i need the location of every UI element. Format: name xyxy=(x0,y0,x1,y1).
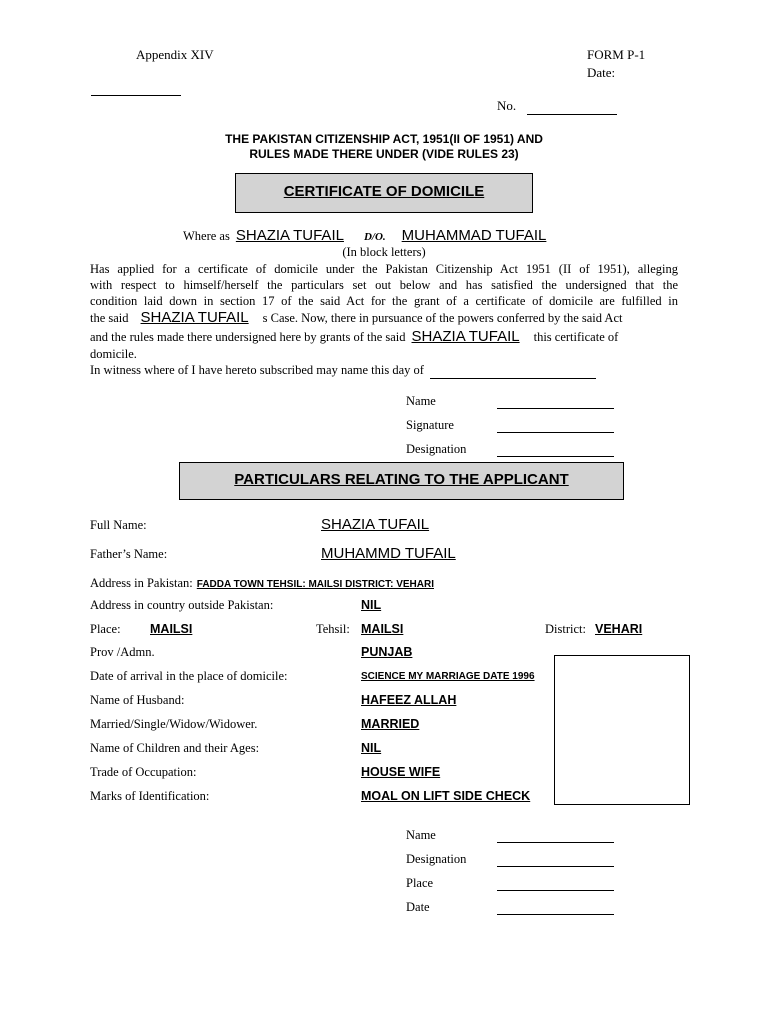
sig1-signature-label: Signature xyxy=(406,418,454,432)
where-as-text: Where as xyxy=(183,229,230,243)
father-name-value: MUHAMMD TUFAIL xyxy=(321,545,456,562)
paragraph-line-5-name: SHAZIA TUFAIL xyxy=(411,328,520,345)
place-value: MAILSI xyxy=(150,622,193,636)
witness-line xyxy=(90,363,596,379)
district-label: District: xyxy=(545,622,586,636)
witness-text: In witness where of I have hereto subscribed may name this day of xyxy=(90,363,424,377)
identification-marks-value: MOAL ON LIFT SIDE CHECK xyxy=(361,789,531,803)
paragraph-line-3: condition laid down in section 17 of the said Act for the grant of a certificate of domicile are fulfilled in xyxy=(90,294,678,308)
address-abroad-value: NIL xyxy=(361,598,382,612)
occupation-label: Trade of Occupation: xyxy=(90,765,197,779)
sig2-name-label: Name xyxy=(406,828,436,842)
arrival-date-label: Date of arrival in the place of domicile: xyxy=(90,669,288,683)
sig2-date-label: Date xyxy=(406,900,430,914)
sig2-place-label: Place xyxy=(406,876,434,890)
tehsil-value: MAILSI xyxy=(361,622,404,636)
sig1-signature-line xyxy=(497,432,614,433)
sig1-name-label: Name xyxy=(406,394,436,408)
place-label: Place: xyxy=(90,622,121,636)
husband-name-label: Name of Husband: xyxy=(90,693,185,707)
daughter-of-label: D/O. xyxy=(363,231,386,243)
paragraph-line-5 xyxy=(90,328,618,346)
district-value: VEHARI xyxy=(595,622,643,636)
sig2-designation-label: Designation xyxy=(406,852,467,866)
husband-name-value: HAFEEZ ALLAH xyxy=(361,693,457,707)
particulars-title: PARTICULARS RELATING TO THE APPLICANT xyxy=(234,471,569,488)
photo-box xyxy=(554,655,690,805)
paragraph-line-4 xyxy=(90,309,622,327)
children-label: Name of Children and their Ages: xyxy=(90,741,260,755)
form-number: FORM P-1 xyxy=(587,47,646,62)
tehsil-label: Tehsil: xyxy=(316,622,350,636)
address-pakistan-value: FADDA TOWN TEHSIL: MAILSI DISTRICT: VEHARI xyxy=(196,579,434,590)
certificate-title-box xyxy=(235,173,533,213)
sig2-designation-line xyxy=(497,866,614,867)
header-blank-line xyxy=(91,95,181,96)
marital-status-label: Married/Single/Widow/Widower. xyxy=(90,717,258,731)
date-label: Date: xyxy=(587,65,616,80)
sig1-designation-line xyxy=(497,456,614,457)
address-pakistan-label: Address in Pakistan: xyxy=(90,576,193,590)
address-pakistan-row xyxy=(90,574,434,592)
sig2-place-line xyxy=(497,890,614,891)
certificate-title: CERTIFICATE OF DOMICILE xyxy=(283,183,485,200)
arrival-date-value: SCIENCE MY MARRIAGE DATE 1996 xyxy=(361,671,535,682)
paragraph-line-4-name: SHAZIA TUFAIL xyxy=(140,309,249,326)
block-letters-note: (In block letters) xyxy=(342,245,426,259)
paragraph-line-5-end: this certificate of xyxy=(533,330,619,344)
paragraph-line-5-start: and the rules made there undersigned here by grants of the said xyxy=(90,330,406,344)
father-name: MUHAMMAD TUFAIL xyxy=(401,227,547,244)
province-value: PUNJAB xyxy=(361,645,413,659)
number-label-text: No. xyxy=(497,98,517,113)
where-as-line xyxy=(183,227,546,245)
paragraph-line-1: Has applied for a certificate of domicile under the Pakistan Citizenship Act 1951 (II of 1951), alleging xyxy=(90,262,678,276)
applicant-name: SHAZIA TUFAIL xyxy=(235,227,344,244)
paragraph-line-6: domicile. xyxy=(90,347,137,361)
marital-status-value: MARRIED xyxy=(361,717,420,731)
address-abroad-label: Address in country outside Pakistan: xyxy=(90,598,274,612)
witness-blank-line xyxy=(430,363,596,379)
paragraph-line-4-start: the said xyxy=(90,311,129,325)
act-title-line-2: RULES MADE THERE UNDER (VIDE RULES 23) xyxy=(249,147,519,161)
sig2-name-line xyxy=(497,842,614,843)
number-label xyxy=(497,98,617,115)
full-name-label: Full Name: xyxy=(90,518,147,532)
particulars-title-box xyxy=(179,462,624,500)
sig1-designation-label: Designation xyxy=(406,442,467,456)
identification-marks-label: Marks of Identification: xyxy=(90,789,210,803)
province-label: Prov /Admn. xyxy=(90,645,155,659)
children-value: NIL xyxy=(361,741,382,755)
father-name-label: Father’s Name: xyxy=(90,547,168,561)
appendix-label: Appendix XIV xyxy=(136,47,214,62)
act-title-line-1: THE PAKISTAN CITIZENSHIP ACT, 1951(II OF 1951) AND xyxy=(225,132,543,146)
sig2-date-line xyxy=(497,914,614,915)
paragraph-line-4-end: s Case. Now, there in pursuance of the powers conferred by the said Act xyxy=(262,311,623,325)
sig1-name-line xyxy=(497,408,614,409)
occupation-value: HOUSE WIFE xyxy=(361,765,441,779)
paragraph-line-2: with respect to himself/herself the particulars set out below and has satisfied the undersigned that the xyxy=(90,278,678,292)
full-name-value: SHAZIA TUFAIL xyxy=(321,516,430,533)
number-blank-line xyxy=(527,98,617,115)
